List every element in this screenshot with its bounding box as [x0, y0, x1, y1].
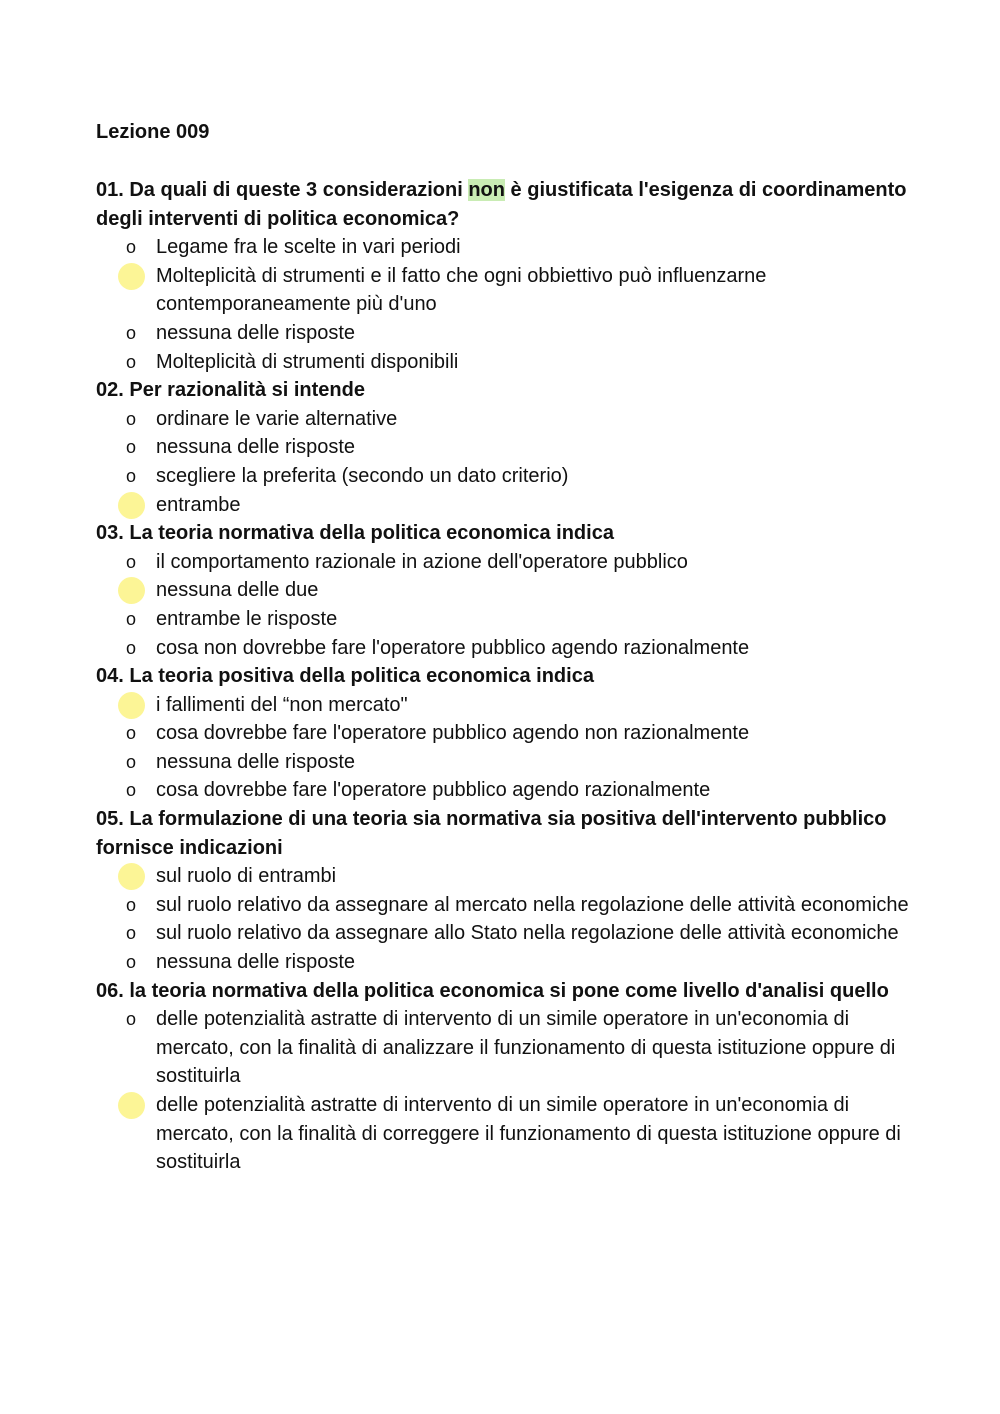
- answer-option-list: [96, 405, 916, 519]
- bullet-circle-icon: o: [126, 923, 137, 944]
- answer-option-list: [96, 233, 916, 376]
- answer-option-text: ordinare le varie alternative: [156, 407, 398, 430]
- question-text: 03. La teoria normativa della politica economica indica: [96, 522, 614, 545]
- document-page: [96, 118, 916, 1177]
- bullet-circle-icon: o: [126, 894, 137, 915]
- answer-option-selected: [96, 691, 916, 720]
- answer-option-text: nessuna delle risposte: [156, 436, 356, 459]
- question-text-before: 01. Da quali di queste 3 considerazioni: [96, 179, 469, 201]
- answer-option-text: nessuna delle risposte: [156, 321, 356, 344]
- answer-option-text: cosa dovrebbe fare l'operatore pubblico agendo razionalmente: [156, 779, 711, 802]
- question-text: 05. La formulazione di una teoria sia normativa sia positiva dell'intervento pubblico fornisce indicazioni: [96, 808, 887, 859]
- answer-option: [96, 1005, 916, 1091]
- bullet-circle-icon: o: [126, 465, 137, 486]
- answer-option-text: il comportamento razionale in azione dell'operatore pubblico: [156, 550, 688, 573]
- answer-highlight-dot-icon: [118, 863, 145, 890]
- answer-option-text: nessuna delle due: [156, 579, 319, 602]
- bullet-circle-icon: o: [126, 952, 137, 973]
- answer-option-text: delle potenzialità astratte di intervento di un simile operatore in un'economia di mercato, con la finalità di correggere il funzionamento di questa istituzione oppure di sostituirla: [156, 1094, 901, 1174]
- answer-option: [96, 433, 916, 462]
- question-text: 06. la teoria normativa della politica economica si pone come livello d'analisi quello: [96, 979, 889, 1002]
- answer-option-text: entrambe le risposte: [156, 607, 338, 630]
- answer-option: [96, 719, 916, 748]
- answer-highlight-dot-icon: [118, 692, 145, 719]
- answer-option-text: sul ruolo relativo da assegnare al mercato nella regolazione delle attività economiche: [156, 893, 909, 916]
- answer-option: [96, 948, 916, 977]
- answer-option-text: nessuna delle risposte: [156, 951, 356, 974]
- answer-option: [96, 776, 916, 805]
- bullet-circle-icon: o: [126, 322, 137, 343]
- answer-option-selected: [96, 576, 916, 605]
- bullet-circle-icon: o: [126, 551, 137, 572]
- answer-option-text: cosa non dovrebbe fare l'operatore pubblico agendo razionalmente: [156, 636, 750, 659]
- answer-highlight-dot-icon: [118, 577, 145, 604]
- answer-option-selected: [96, 1091, 916, 1177]
- answer-highlight-dot-icon: [118, 1092, 145, 1119]
- answer-option: [96, 548, 916, 577]
- answer-option-text: sul ruolo relativo da assegnare allo Stato nella regolazione delle attività economiche: [156, 922, 899, 945]
- answer-option: [96, 634, 916, 663]
- answer-option-text: scegliere la preferita (secondo un dato criterio): [156, 464, 569, 487]
- answer-option-text: cosa dovrebbe fare l'operatore pubblico agendo non razionalmente: [156, 722, 750, 745]
- answer-option-selected: [96, 262, 916, 319]
- answer-option-text: Molteplicità di strumenti e il fatto che ogni obbiettivo può influenzarne contemporaneamente più d'uno: [156, 264, 767, 316]
- answer-option: [96, 605, 916, 634]
- bullet-circle-icon: o: [126, 408, 137, 429]
- answer-option-text: i fallimenti del “non mercato": [156, 693, 408, 716]
- bullet-circle-icon: o: [126, 351, 137, 372]
- answer-option: [96, 405, 916, 434]
- answer-option-text: delle potenzialità astratte di intervento di un simile operatore in un'economia di mercato, con la finalità di analizzare il funzionamento di questa istituzione oppure di sostituirla: [156, 1008, 896, 1088]
- answer-option-selected: [96, 491, 916, 520]
- highlighted-word: non: [468, 179, 505, 201]
- answer-option-text: Molteplicità di strumenti disponibili: [156, 350, 459, 373]
- answer-option: [96, 348, 916, 377]
- bullet-circle-icon: o: [126, 637, 137, 658]
- question-text: 02. Per razionalità si intende: [96, 379, 365, 402]
- answer-option: [96, 233, 916, 262]
- answer-option-text: sul ruolo di entrambi: [156, 865, 337, 888]
- bullet-circle-icon: o: [126, 437, 137, 458]
- bullet-circle-icon: o: [126, 723, 137, 744]
- answer-option-list: [96, 862, 916, 976]
- question-text-after: è giustificata l'esigenza di coordinamento degli interventi di politica economica?: [96, 179, 907, 230]
- answer-option: [96, 891, 916, 920]
- bullet-circle-icon: o: [126, 780, 137, 801]
- answer-option-text: entrambe: [156, 493, 241, 516]
- bullet-circle-icon: o: [126, 751, 137, 772]
- answer-option: [96, 919, 916, 948]
- answer-option-list: [96, 548, 916, 662]
- bullet-circle-icon: o: [126, 237, 137, 258]
- answer-highlight-dot-icon: [118, 492, 145, 519]
- answer-option-text: Legame fra le scelte in vari periodi: [156, 236, 461, 259]
- question-text: [96, 176, 916, 233]
- answer-option: [96, 462, 916, 491]
- bullet-circle-icon: o: [126, 1009, 137, 1030]
- answer-option-text: nessuna delle risposte: [156, 750, 356, 773]
- question-text: 04. La teoria positiva della politica economica indica: [96, 665, 594, 688]
- bullet-circle-icon: o: [126, 608, 137, 629]
- answer-highlight-dot-icon: [118, 263, 145, 290]
- question-list: [96, 176, 916, 1177]
- answer-option: [96, 319, 916, 348]
- answer-option-list: [96, 1005, 916, 1177]
- answer-option-selected: [96, 862, 916, 891]
- answer-option: [96, 748, 916, 777]
- lesson-title: Lezione 009: [96, 121, 210, 143]
- answer-option-list: [96, 691, 916, 805]
